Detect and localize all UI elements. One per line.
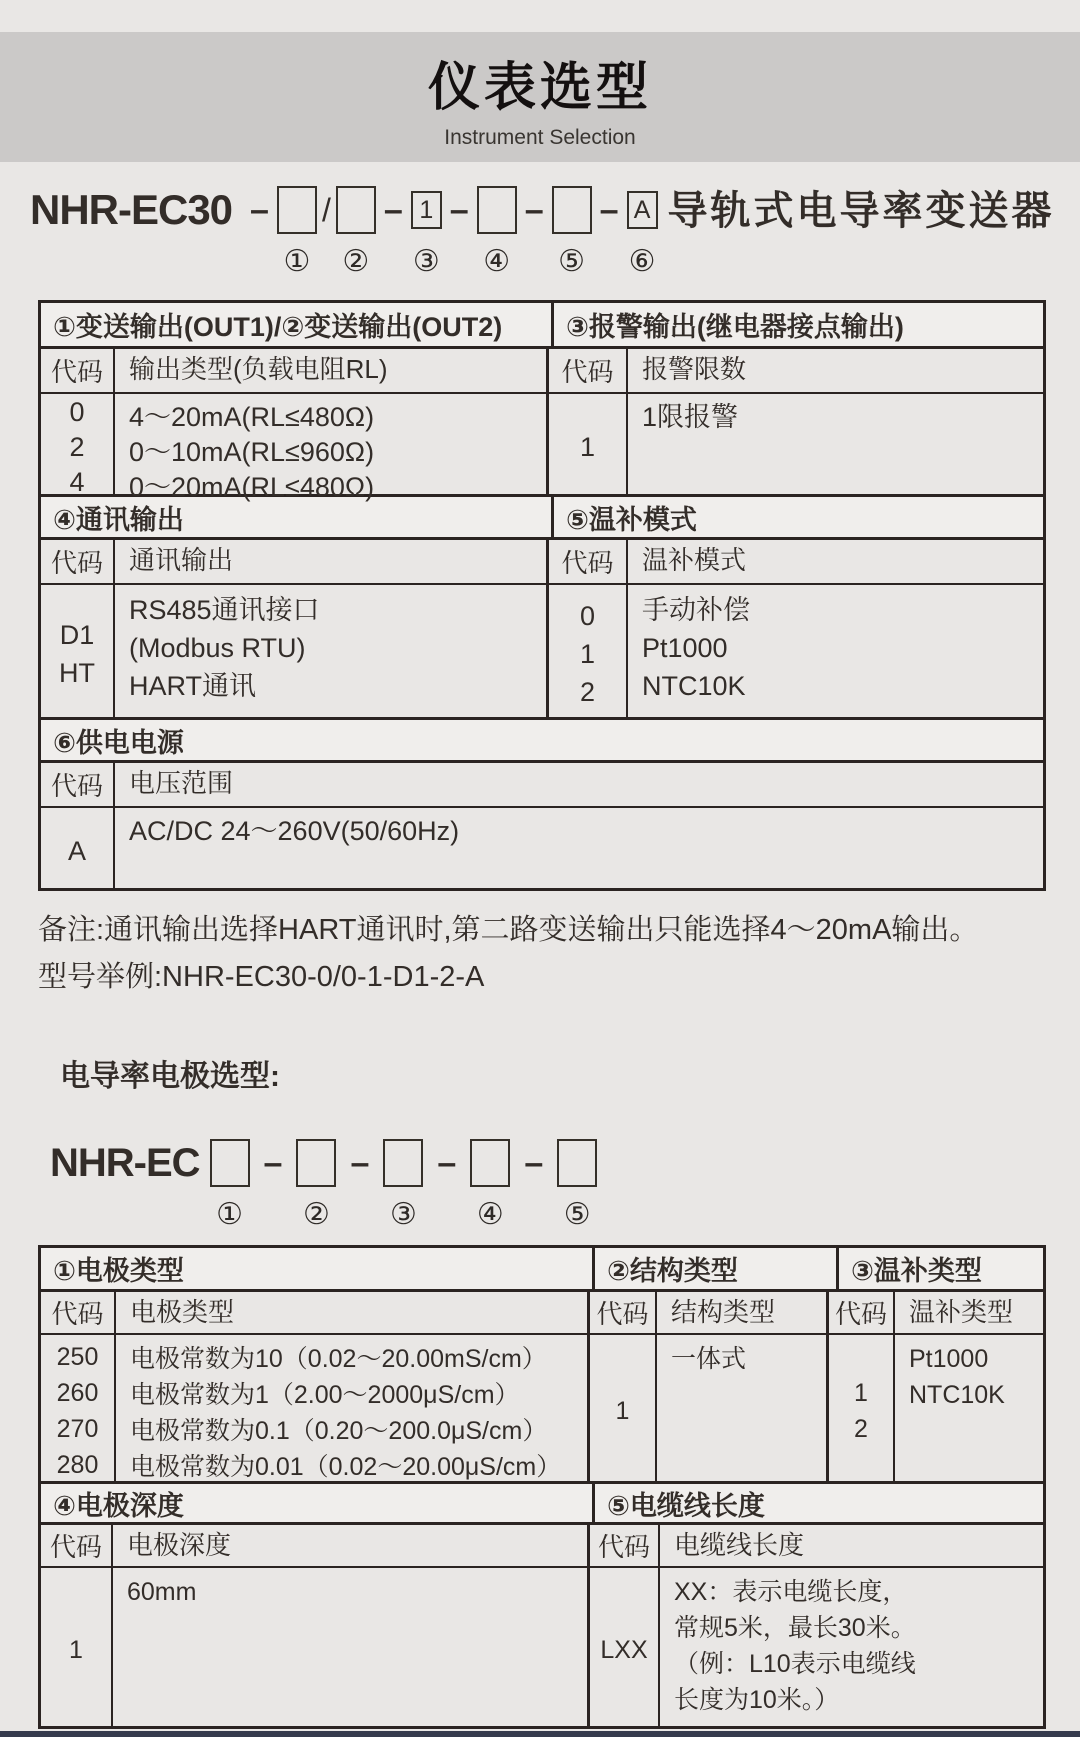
page-title: 仪表选型	[427, 58, 652, 117]
table-body-row	[41, 1335, 1043, 1481]
slot-box	[296, 1139, 336, 1187]
bottom-edge-bar	[0, 1731, 1080, 1737]
slot-marker: ⑥	[628, 245, 656, 278]
dash-separator: –	[599, 190, 619, 229]
code-value: 260	[56, 1379, 99, 1407]
code-value: 2	[579, 677, 596, 707]
structure-codes	[590, 1335, 657, 1481]
alarm-limit-header: 报警限数	[642, 354, 747, 384]
electrode-type-codes	[41, 1335, 116, 1481]
electrode-depth-descriptions	[113, 1568, 590, 1726]
section-title-tempcomp-type: ③温补类型	[851, 1256, 982, 1286]
electrode-selection-heading: 电导率电极选型:	[60, 1060, 280, 1093]
slot-box	[477, 186, 517, 234]
code-value: 270	[56, 1415, 99, 1443]
option-desc: AC/DC 24～260V(50/60Hz)	[129, 816, 460, 846]
code-value: 1	[69, 1636, 83, 1664]
catalog-page	[0, 32, 1080, 1737]
option-desc: 电极常数为0.01（0.02～20.00μS/cm）	[130, 1453, 562, 1481]
tempcomp-codes	[549, 585, 628, 717]
power-descriptions	[115, 808, 1043, 888]
cable-length-descriptions	[660, 1568, 1043, 1726]
notes-block	[38, 907, 1080, 1001]
dash-separator: –	[263, 1143, 283, 1182]
electrode-depth-header: 电极深度	[113, 1525, 590, 1566]
slot-marker: ①	[283, 245, 311, 278]
dash-separator: –	[350, 1143, 370, 1182]
slot-box	[336, 186, 376, 234]
model-slot-5	[557, 1139, 597, 1231]
option-desc: 0～10mA(RL≤960Ω)	[129, 437, 375, 467]
tempcomp-type-descriptions	[895, 1335, 1043, 1481]
option-desc: Pt1000	[642, 633, 728, 663]
electrode-selection-table	[38, 1245, 1046, 1729]
model-slot-6	[627, 186, 658, 278]
slot-marker: ⑤	[563, 1198, 591, 1231]
code-header: 代码	[41, 540, 115, 583]
slot-box: A	[627, 191, 658, 229]
table-section-row	[41, 1248, 1043, 1292]
code-value: LXX	[600, 1636, 648, 1664]
option-desc: （例：L10表示电缆线	[674, 1650, 916, 1678]
model-prefix: NHR-EC	[50, 1141, 200, 1185]
cable-length-header: 电缆线长度	[674, 1530, 805, 1560]
model-slot-3	[411, 186, 442, 278]
slot-box	[277, 186, 317, 234]
slot-box	[557, 1139, 597, 1187]
code-value: 0	[579, 601, 596, 631]
option-desc: 60mm	[127, 1578, 197, 1606]
code-header: 代码	[549, 540, 628, 583]
option-desc: 1限报警	[642, 402, 739, 432]
electrode-model-code-line	[50, 1139, 1080, 1231]
output-descriptions	[115, 394, 549, 502]
voltage-header: 电压范围	[129, 768, 234, 798]
comm-header: 通讯输出	[115, 540, 549, 583]
option-desc: 0～20mA(RL≤480Ω)	[129, 472, 375, 502]
comm-codes	[41, 585, 115, 717]
electrode-type-descriptions	[116, 1335, 590, 1481]
section-title-comm: ④通讯输出	[41, 497, 554, 537]
slot-marker: ③	[412, 245, 440, 278]
model-slot-4	[470, 1139, 510, 1231]
table-section-row	[41, 303, 1043, 349]
code-value: 4	[69, 466, 85, 497]
code-value: 1	[579, 431, 596, 462]
slot-box	[552, 186, 592, 234]
column-header-row	[41, 1525, 1043, 1568]
code-header: 代码	[590, 1525, 660, 1566]
option-desc: 电极常数为1（2.00～2000μS/cm）	[130, 1381, 520, 1409]
cable-length-codes	[590, 1568, 660, 1726]
alarm-descriptions	[628, 394, 1043, 494]
code-header: 代码	[590, 1292, 657, 1333]
section-title-tempcomp: ⑤温补模式	[566, 504, 697, 535]
code-header: 代码	[41, 1525, 113, 1566]
table-body-row	[41, 808, 1043, 888]
code-header: 代码	[41, 763, 115, 806]
slot-marker: ②	[303, 1198, 330, 1231]
option-desc: 电极常数为10（0.02～20.00mS/cm）	[130, 1345, 547, 1373]
code-header: 代码	[41, 349, 115, 392]
column-header-row	[41, 540, 1043, 585]
model-example-line: 型号举例:NHR-EC30-0/0-1-D1-2-A	[38, 961, 485, 993]
comm-descriptions	[115, 585, 549, 717]
section-title-output: ①变送输出(OUT1)/②变送输出(OUT2)	[41, 303, 554, 346]
electrode-depth-codes	[41, 1568, 113, 1726]
section-title-electrode-depth: ④电极深度	[41, 1484, 595, 1522]
tempcomp-type-codes	[829, 1335, 895, 1481]
slot-marker: ①	[216, 1198, 243, 1231]
tempcomp-descriptions	[628, 585, 1043, 717]
output-codes	[41, 394, 115, 497]
table-section-row	[41, 1481, 1043, 1525]
dash-separator: –	[524, 190, 544, 229]
column-header-row	[41, 763, 1043, 808]
option-desc: HART通讯	[129, 671, 257, 701]
slot-marker: ⑤	[558, 245, 586, 278]
dash-separator: –	[250, 190, 269, 229]
code-value: 0	[69, 396, 85, 427]
slot-box	[210, 1139, 250, 1187]
code-value: D1	[59, 620, 95, 650]
page-header	[0, 32, 1080, 162]
column-header-row	[41, 349, 1043, 394]
slot-marker: ④	[476, 1198, 504, 1231]
option-desc: XX：表示电缆长度，	[674, 1578, 908, 1606]
option-desc: NTC10K	[909, 1381, 1005, 1409]
option-desc: RS485通讯接口	[129, 595, 320, 625]
code-value: 1	[854, 1379, 868, 1407]
tempcomp-header: 温补模式	[642, 545, 747, 575]
power-codes	[41, 808, 115, 888]
code-value: HT	[59, 658, 95, 688]
transmitter-model-code-line	[30, 186, 1080, 278]
code-value: 2	[854, 1415, 868, 1443]
model-prefix: NHR-EC30	[30, 186, 233, 233]
option-desc: Pt1000	[909, 1345, 989, 1373]
transmitter-selection-table	[38, 300, 1046, 891]
slot-marker: ④	[483, 245, 511, 278]
note-line: 备注:通讯输出选择HART通讯时,第二路变送输出只能选择4～20mA输出。	[38, 914, 979, 946]
slot-marker: ②	[342, 245, 370, 278]
model-slot-4	[477, 186, 517, 278]
dash-separator: –	[524, 1143, 544, 1182]
dash-separator: –	[437, 1143, 457, 1182]
table-section-row	[41, 717, 1043, 763]
code-value: A	[67, 835, 86, 866]
model-description: 导轨式电导率变送器	[667, 189, 1055, 233]
slot-box: 1	[411, 191, 442, 229]
model-slot-1	[210, 1139, 250, 1231]
option-desc: NTC10K	[642, 671, 746, 701]
electrode-type-header: 电极类型	[116, 1292, 590, 1333]
section-title-cable-length: ⑤电缆线长度	[607, 1490, 765, 1521]
section-title-alarm: ③报警输出(继电器接点输出)	[566, 312, 904, 342]
dash-separator: –	[449, 190, 469, 229]
option-desc: 一体式	[671, 1345, 747, 1373]
table-body-row	[41, 585, 1043, 717]
slot-marker: ③	[389, 1198, 417, 1231]
code-value: 280	[56, 1451, 99, 1479]
model-slot-2	[336, 186, 376, 278]
section-title-electrode-type: ①电极类型	[41, 1248, 595, 1289]
code-value: 250	[56, 1343, 99, 1371]
dash-separator: –	[383, 190, 403, 229]
slash-separator: /	[321, 191, 331, 228]
output-type-header: 输出类型(负载电阻RL)	[115, 349, 549, 392]
code-value: 2	[69, 431, 85, 462]
section-title-structure: ②结构类型	[595, 1248, 839, 1289]
table-body-row	[41, 1568, 1043, 1726]
table-section-row	[41, 494, 1043, 540]
model-slot-1	[277, 186, 317, 278]
option-desc: 常规5米，最长30米。	[674, 1614, 916, 1642]
column-header-row	[41, 1292, 1043, 1335]
model-slot-5	[552, 186, 592, 278]
option-desc: 4～20mA(RL≤480Ω)	[129, 402, 375, 432]
option-desc: 长度为10米。）	[674, 1686, 840, 1714]
model-slot-2	[296, 1139, 336, 1231]
code-value: 1	[579, 639, 596, 669]
structure-descriptions	[657, 1335, 829, 1481]
option-desc: 手动补偿	[642, 595, 750, 625]
slot-box	[470, 1139, 510, 1187]
code-header: 代码	[829, 1292, 895, 1333]
code-header: 代码	[41, 1292, 116, 1333]
slot-box	[383, 1139, 423, 1187]
alarm-codes	[549, 394, 628, 494]
option-desc: (Modbus RTU)	[129, 633, 306, 663]
section-title-power: ⑥供电电源	[53, 727, 184, 758]
page-subtitle: Instrument Selection	[444, 125, 636, 149]
tempcomp-type-header: 温补类型	[909, 1297, 1014, 1327]
code-value: 1	[615, 1397, 630, 1425]
structure-header: 结构类型	[657, 1292, 829, 1333]
table-body-row	[41, 394, 1043, 502]
code-header: 代码	[549, 349, 628, 392]
option-desc: 电极常数为0.1（0.20～200.0μS/cm）	[130, 1417, 548, 1445]
model-slot-3	[383, 1139, 423, 1231]
